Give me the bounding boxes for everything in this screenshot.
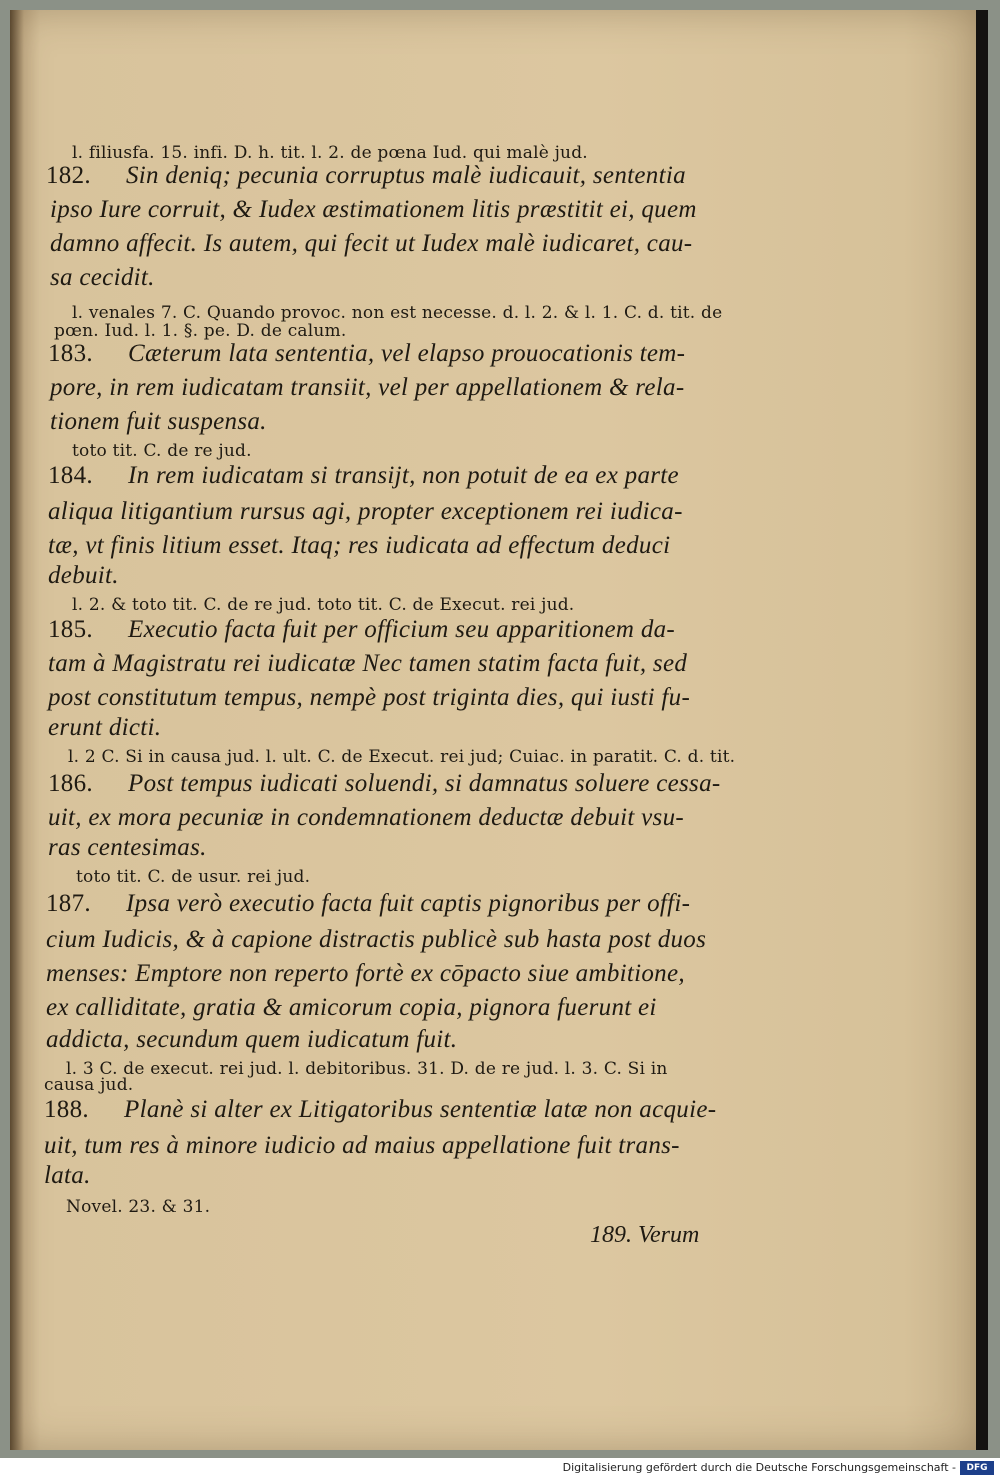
paragraph-183-line: tionem fuit suspensa. <box>50 408 267 435</box>
paragraph-185-line: erunt dicti. <box>48 714 162 741</box>
reference-line: causa jud. <box>44 1075 134 1095</box>
reference-line: pœn. Iud. l. 1. §. pe. D. de calum. <box>54 321 347 341</box>
paragraph-185-line: post constitutum tempus, nempè post triginta dies, qui iusti fu- <box>48 684 691 711</box>
reference-line: Novel. 23. & 31. <box>66 1197 211 1217</box>
paragraph-number: 188. <box>44 1096 89 1123</box>
paragraph-186-line: uit, ex mora pecuniæ in condemnationem deductæ debuit vsu- <box>48 804 685 831</box>
paragraph-number: 185. <box>48 616 93 643</box>
catchword: 189. Verum <box>590 1222 700 1248</box>
paragraph-187-line <box>46 888 690 920</box>
paragraph-183-line: pore, in rem iudicatam transiit, vel per appellationem & rela- <box>50 374 685 401</box>
paragraph-text: Post tempus iudicati soluendi, si damnatus soluere cessa- <box>128 770 721 797</box>
paragraph-184-line: tæ, vt finis litium esset. Itaq; res iudicata ad effectum deduci <box>48 532 671 559</box>
paragraph-182-line <box>46 160 686 192</box>
paragraph-184-line: aliqua litigantium rursus agi, propter exceptionem rei iudica- <box>48 498 683 525</box>
reference-line: l. 2 C. Si in causa jud. l. ult. C. de Execut. rei jud; Cuiac. in paratit. C. d. tit. <box>68 747 736 767</box>
paragraph-182-line: ipso Iure corruit, & Iudex æstimationem litis præstitit ei, quem <box>50 196 697 223</box>
paragraph-184-line: debuit. <box>48 562 119 589</box>
paragraph-183-line <box>48 338 685 370</box>
paragraph-number: 183. <box>48 340 93 367</box>
reference-line: l. venales 7. C. Quando provoc. non est necesse. d. l. 2. & l. 1. C. d. tit. de <box>72 303 723 323</box>
paragraph-185-line: tam à Magistratu rei iudicatæ Nec tamen statim facta fuit, sed <box>48 650 688 677</box>
paragraph-186-line <box>48 768 721 800</box>
paragraph-text: Sin deniq; pecunia corruptus malè iudicauit, sententia <box>126 162 686 189</box>
paragraph-text: Planè si alter ex Litigatoribus sententiæ latæ non acquie- <box>124 1096 717 1123</box>
paragraph-188-line: lata. <box>44 1162 91 1189</box>
reference-line: l. 3 C. de execut. rei jud. l. debitoribus. 31. D. de re jud. l. 3. C. Si in <box>66 1059 668 1079</box>
footer-text: Digitalisierung gefördert durch die Deutsche Forschungsgemeinschaft - <box>562 1461 956 1474</box>
digitization-footer <box>0 1458 1000 1478</box>
paragraph-185-line <box>48 614 675 646</box>
paragraph-number: 184. <box>48 462 93 489</box>
paragraph-187-line: menses: Emptore non reperto fortè ex cōpacto siue ambitione, <box>46 960 685 987</box>
paragraph-187-line: cium Iudicis, & à capione distractis publicè sub hasta post duos <box>46 926 707 953</box>
paragraph-182-line: sa cecidit. <box>50 264 155 291</box>
paragraph-number: 182. <box>46 162 91 189</box>
paragraph-184-line <box>48 460 679 492</box>
paragraph-number: 187. <box>46 890 91 917</box>
reference-line: toto tit. C. de re jud. <box>72 441 252 461</box>
paragraph-186-line: ras centesimas. <box>48 834 207 861</box>
reference-line: toto tit. C. de usur. rei jud. <box>76 867 311 887</box>
reference-line: l. 2. & toto tit. C. de re jud. toto tit. C. de Execut. rei jud. <box>72 595 575 615</box>
paragraph-188-line <box>44 1094 716 1126</box>
paragraph-188-line: uit, tum res à minore iudicio ad maius appellatione fuit trans- <box>44 1132 680 1159</box>
paragraph-text: Cæterum lata sententia, vel elapso prouocationis tem- <box>128 340 686 367</box>
paragraph-text: Ipsa verò executio facta fuit captis pignoribus per offi- <box>126 890 691 917</box>
paragraph-text: In rem iudicatam si transijt, non potuit de ea ex parte <box>128 462 679 489</box>
paragraph-182-line: damno affecit. Is autem, qui fecit ut Iudex malè iudicaret, cau- <box>50 230 693 257</box>
paragraph-187-line: addicta, secundum quem iudicatum fuit. <box>46 1026 458 1053</box>
paragraph-number: 186. <box>48 770 93 797</box>
dfg-logo-icon: DFG <box>960 1461 994 1475</box>
reference-line: l. filiusfa. 15. infi. D. h. tit. l. 2. de pœna Iud. qui malè jud. <box>72 143 588 163</box>
paragraph-187-line: ex calliditate, gratia & amicorum copia, pignora fuerunt ei <box>46 994 657 1021</box>
paragraph-text: Executio facta fuit per officium seu apparitionem da- <box>128 616 676 643</box>
